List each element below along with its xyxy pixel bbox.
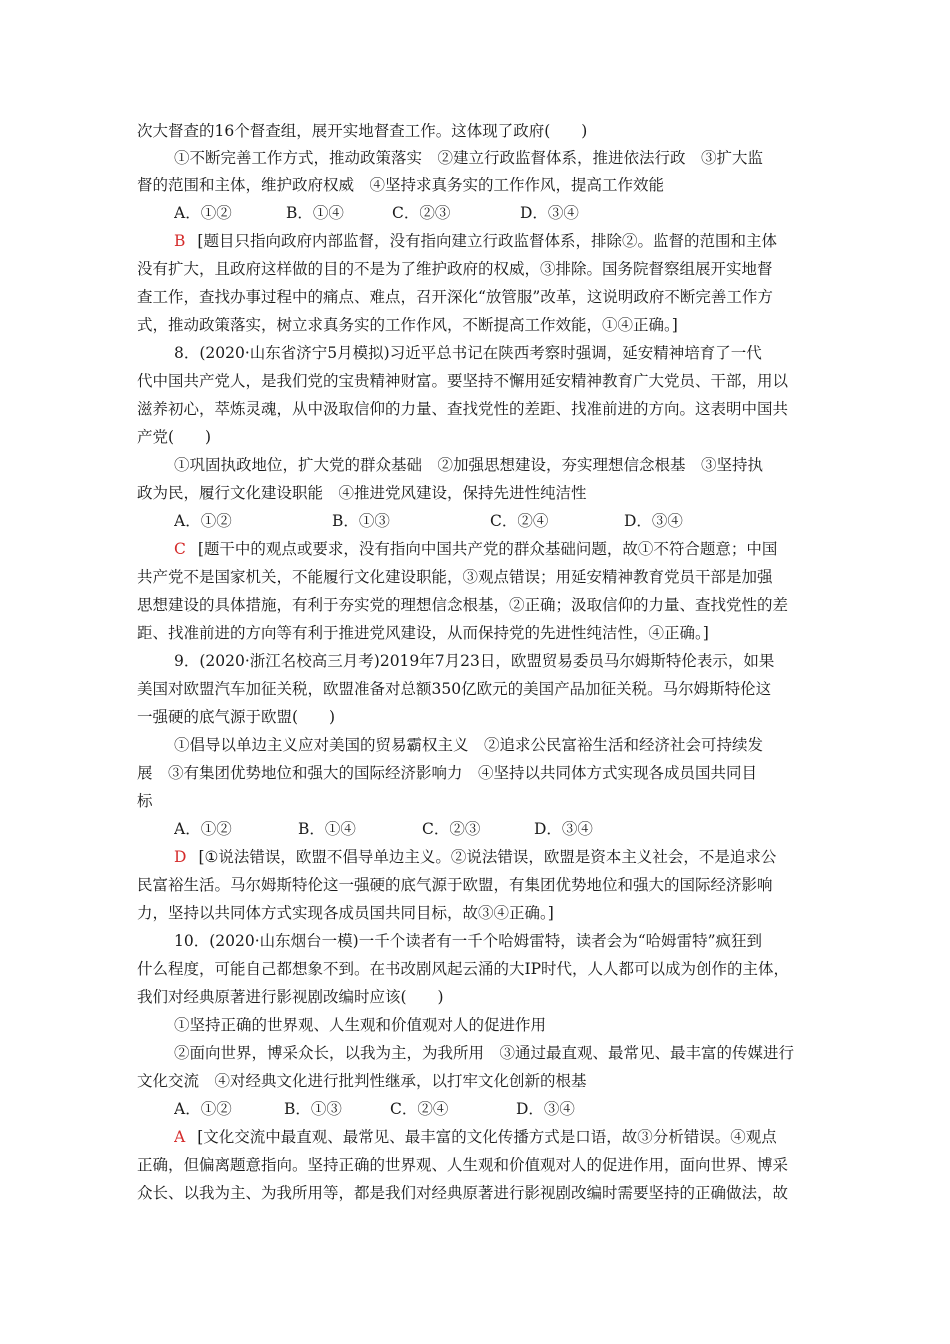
- answer-explanation: B [题目只指向政府内部监督，没有指向建立行政监督体系，排除②。监督的范围和主体: [174, 232, 777, 250]
- answer-letter: C: [174, 540, 186, 558]
- text-line: 一强硬的底气源于欧盟( ): [137, 708, 336, 726]
- text-line: 没有扩大，且政府这样做的目的不是为了维护政府的权威，③排除。国务院督察组展开实地督: [137, 260, 773, 278]
- text-line: 我们对经典原著进行影视剧改编时应该( ): [137, 988, 444, 1006]
- text-line: 次大督查的16个督查组，展开实地督查工作。这体现了政府( ): [137, 122, 588, 140]
- text-line: 思想建设的具体措施，有利于夯实党的理想信念根基，②正确；汲取信仰的力量、查找党性的差: [137, 596, 789, 614]
- choice-statements: ②面向世界，博采众长，以我为主，为我所用 ③通过最直观、最常见、最丰富的传媒进行: [174, 1044, 795, 1062]
- answer-letter: B: [174, 232, 186, 250]
- text-line: 力，坚持以共同体方式实现各成员国共同目标，故③④正确。]: [137, 904, 554, 922]
- text-line: 查工作，查找办事过程中的痛点、难点，召开深化“放管服”改革，这说明政府不断完善工作方: [137, 288, 773, 306]
- choice-statements: 督的范围和主体，维护政府权威 ④坚持求真务实的工作作风，提高工作效能: [137, 176, 665, 194]
- answer-options: A．①② B．①④ C．②③ D．③④: [174, 204, 579, 222]
- text-line: 式，推动政策落实，树立求真务实的工作作风，不断提高工作效能，①④正确。]: [137, 316, 678, 334]
- choice-statements: ①巩固执政地位，扩大党的群众基础 ②加强思想建设，夯实理想信念根基 ③坚持执: [174, 456, 764, 474]
- choice-statements: 文化交流 ④对经典文化进行批判性继承，以打牢文化创新的根基: [137, 1072, 587, 1090]
- question-8: 8．(2020·山东省济宁5月模拟)习近平总书记在陕西考察时强调，延安精神培育了一代: [174, 344, 762, 362]
- text-line: 正确，但偏离题意指向。坚持正确的世界观、人生观和价值观对人的促进作用，面向世界、博采: [137, 1156, 789, 1174]
- choice-statements: ①坚持正确的世界观、人生观和价值观对人的促进作用: [174, 1016, 547, 1034]
- answer-explanation: A [文化交流中最直观、最常见、最丰富的文化传播方式是口语，故③分析错误。④观点: [174, 1128, 777, 1146]
- answer-letter: A: [174, 1128, 186, 1146]
- text-line: 民富裕生活。马尔姆斯特伦这一强硬的底气源于欧盟，有集团优势地位和强大的国际经济影响: [137, 876, 773, 894]
- question-9: 9．(2020·浙江名校高三月考)2019年7月23日，欧盟贸易委员马尔姆斯特伦表示，如果: [174, 652, 775, 670]
- answer-options: A．①② B．①③ C．②④ D．③④: [174, 512, 683, 530]
- text-line: 产党( ): [137, 428, 212, 446]
- choice-statements: ①倡导以单边主义应对美国的贸易霸权主义 ②追求公民富裕生活和经济社会可持续发: [174, 736, 764, 754]
- text-line: 美国对欧盟汽车加征关税，欧盟准备对总额350亿欧元的美国产品加征关税。马尔姆斯特伦这: [137, 680, 772, 698]
- text-line: 什么程度，可能自己都想象不到。在书改剧风起云涌的大IP时代，人人都可以成为创作的主体，: [137, 960, 790, 978]
- text-line: 众长、以我为主、为我所用等，都是我们对经典原著进行影视剧改编时需要坚持的正确做法，故: [137, 1184, 789, 1202]
- text-line: 共产党不是国家机关，不能履行文化建设职能，③观点错误；用延安精神教育党员干部是加强: [137, 568, 773, 586]
- answer-letter: D: [174, 848, 187, 866]
- choice-statements: 标: [137, 792, 153, 810]
- choice-statements: ①不断完善工作方式，推动政策落实 ②建立行政监督体系，推进依法行政 ③扩大监: [174, 149, 764, 167]
- choice-statements: 展 ③有集团优势地位和强大的国际经济影响力 ④坚持以共同体方式实现各成员国共同目: [137, 764, 758, 782]
- choice-statements: 政为民，履行文化建设职能 ④推进党风建设，保持先进性纯洁性: [137, 484, 587, 502]
- text-line: 代中国共产党人，是我们党的宝贵精神财富。要坚持不懈用延安精神教育广大党员、干部，用以: [137, 372, 789, 390]
- answer-options: A．①② B．①④ C．②③ D．③④: [174, 820, 593, 838]
- text-line: 滋养初心，萃炼灵魂，从中汲取信仰的力量、查找党性的差距、找准前进的方向。这表明中国共: [137, 400, 789, 418]
- text-line: 距、找准前进的方向等有利于推进党风建设，从而保持党的先进性纯洁性，④正确。]: [137, 624, 709, 642]
- question-10: 10．(2020·山东烟台一模)一千个读者有一千个哈姆雷特，读者会为“哈姆雷特”疯狂到: [174, 932, 763, 950]
- answer-explanation: D [①说法错误，欧盟不倡导单边主义。②说法错误，欧盟是资本主义社会，不是追求公: [174, 848, 777, 866]
- answer-explanation: C [题干中的观点或要求，没有指向中国共产党的群众基础问题，故①不符合题意；中国: [174, 540, 778, 558]
- answer-options: A．①② B．①③ C．②④ D．③④: [174, 1100, 575, 1118]
